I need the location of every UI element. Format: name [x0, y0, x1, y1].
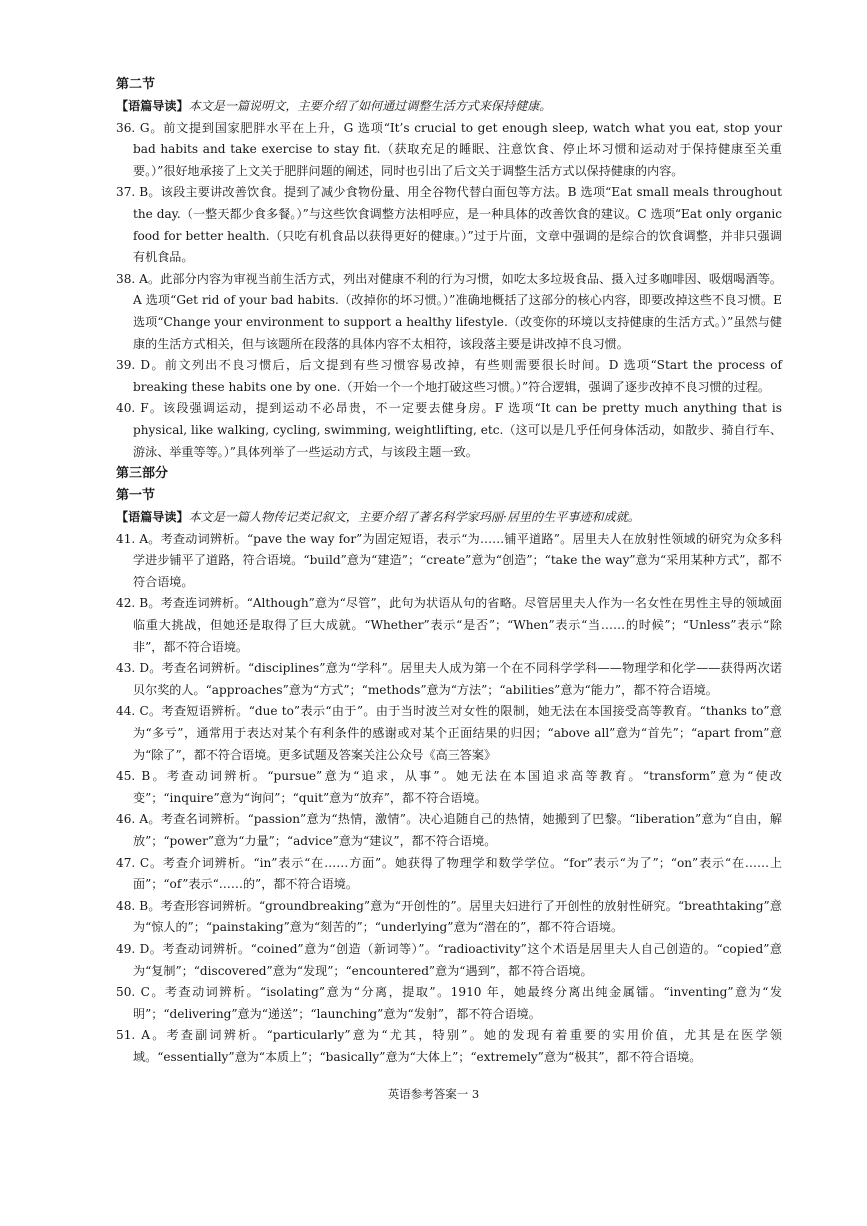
reading-guide-text: 本文是一篇说明文，主要介绍了如何通过调整生活方式来保持健康。	[188, 99, 552, 113]
answer-item: 44. C。考查短语辨析。“due to”表示“由于”。由于当时波兰对女性的限制，她无法在本国接受高等教育。“thanks to”意为“多亏”，通常用于表达对某个有利条件的感谢或对某个正面结果的归因；“above all”意为“首先”；“apart from”意为“除了”，都不符合语境。更多试题及答案关注公众号《高三答案》	[116, 704, 782, 762]
reading-guide	[116, 507, 782, 529]
answer-item: 41. A。考查动词辨析。“pave the way for”为固定短语，表示“为……铺平道路”。居里夫人在放射性领域的研究为众多科学进步铺平了道路，符合语境。“build”意为“建造”；“create”意为“创造”；“take the way”意为“采用某种方式”，都不符合语境。	[116, 531, 782, 589]
reading-guide-tag: 【语篇导读】	[116, 99, 189, 113]
answer-item: 50. C。考查动词辨析。“isolating”意为“分离，提取”。1910 年，她最终分离出纯金属镭。“inventing”意为“发明”；“delivering”意为“递送”；“launching”意为“发射”，都不符合语境。	[116, 985, 782, 1021]
answer-item: 51. A。考查副词辨析。“particularly”意为“尤其，特别”。她的发现有着重要的实用价值，尤其是在医学领域。“essentially”意为“本质上”；“basically”意为“大体上”；“extremely”意为“极其”，都不符合语境。	[116, 1028, 782, 1064]
answer-item: 43. D。考查名词辨析。“disciplines”意为“学科”。居里夫人成为第一个在不同科学学科——物理学和化学——获得两次诺贝尔奖的人。“approaches”意为“方式”；“methods”意为“方法”；“abilities”意为“能力”，都不符合语境。	[116, 661, 782, 697]
answer-item: 48. B。考查形容词辨析。“groundbreaking”意为“开创性的”。居里夫妇进行了开创性的放射性研究。“breathtaking”意为“惊人的”；“painstaking”意为“刻苦的”；“underlying”意为“潜在的”，都不符合语境。	[116, 898, 782, 935]
page-footer: 英语参考答案一 3	[387, 1087, 480, 1101]
reading-guide-text: 本文是一篇人物传记类记叙文，主要介绍了著名科学家玛丽·居里的生平事迹和成就。	[188, 510, 640, 525]
reading-guide	[116, 96, 782, 118]
answer-item: 46. A。考查名词辨析。“passion”意为“热情，激情”。决心追随自己的热情，她搬到了巴黎。“liberation”意为“自由，解放”；“power”意为“力量”；“advice”意为“建议”，都不符合语境。	[116, 812, 782, 848]
answer-item: 40. F。该段强调运动，提到运动不必昂贵，不一定要去健身房。F 选项“It can be pretty much anything that is physical, like walking, cycling, swimming, weightlifting, etc.（这可以是几乎任何身体活动，如散步、骑自行车、游泳、举重等等。）”具体列举了一些运动方式，与该段主题一致。	[116, 401, 782, 459]
answer-item: 42. B。考查连词辨析。“Although”意为“尽管”，此句为状语从句的省略。尽管居里夫人作为一名女性在男性主导的领域面临重大挑战，但她还是取得了巨大成就。“Whether”表示“是否”；“When”表示“当……的时候”；“Unless”表示“除非”，都不符合语境。	[116, 596, 782, 654]
answer-page	[116, 74, 782, 1069]
answer-item: 39. D。前文列出不良习惯后，后文提到有些习惯容易改掉，有些则需要很长时间。D 选项“Start the process of breaking these habits one by one.（开始一个一个地打破这些习惯。）”符合逻辑，强调了逐步改掉不良习惯的过程。	[116, 358, 782, 394]
section-heading: 第一节	[116, 488, 156, 504]
reading-guide-tag: 【语篇导读】	[116, 510, 189, 525]
answer-item: 36. G。前文提到国家肥胖水平在上升，G 选项“It’s crucial to get enough sleep, watch what you eat, stop your bad habits and take exercise to stay fit.（获取充足的睡眠、注意饮食、停止坏习惯和运动对于保持健康至关重要。）”很好地承接了上文关于肥胖问题的阐述，同时也引出了后文关于调整生活方式以保持健康的内容。	[116, 120, 782, 178]
answer-item: 47. C。考查介词辨析。“in”表示“在……方面”。她获得了物理学和数学学位。“for”表示“为了”；“on”表示“在……上面”；“of”表示“……的”，都不符合语境。	[116, 855, 782, 892]
part-heading: 第三部分	[116, 466, 169, 482]
section-heading: 第二节	[116, 77, 156, 92]
answer-item: 49. D。考查动词辨析。“coined”意为“创造（新词等）”。“radioactivity”这个术语是居里夫人自己创造的。“copied”意为“复制”；“discovered”意为“发现”；“encountered”意为“遇到”，都不符合语境。	[116, 941, 782, 978]
answer-item: 38. A。此部分内容为审视当前生活方式，列出对健康不利的行为习惯，如吃太多垃圾食品、摄入过多咖啡因、吸烟喝酒等。A 选项“Get rid of your bad habits.（改掉你的坏习惯。）”准确地概括了这部分的核心内容，即要改掉这些不良习惯。E 选项“Change your environment to support a healthy lifestyle.（改变你的环境以支持健康的生活方式。）”虽然与健康的生活方式相关，但与该题所在段落的具体内容不太相符，该段落主要是讲改掉不良习惯。	[116, 271, 782, 351]
answer-item: 37. B。该段主要讲改善饮食。提到了减少食物份量、用全谷物代替白面包等方法。B 选项“Eat small meals throughout the day.（一整天都少食多餐。）”与这些饮食调整方法相呼应，是一种具体的改善饮食的建议。C 选项“Eat only organic food for better health.（只吃有机食品以获得更好的健康。）”过于片面，文章中强调的是综合的饮食调整，并非只强调有机食品。	[116, 185, 782, 265]
answer-item: 45. B。考查动词辨析。“pursue”意为“追求，从事”。她无法在本国追求高等教育。“transform”意为“使改变”；“inquire”意为“询问”；“quit”意为“放弃”，都不符合语境。	[116, 769, 782, 805]
